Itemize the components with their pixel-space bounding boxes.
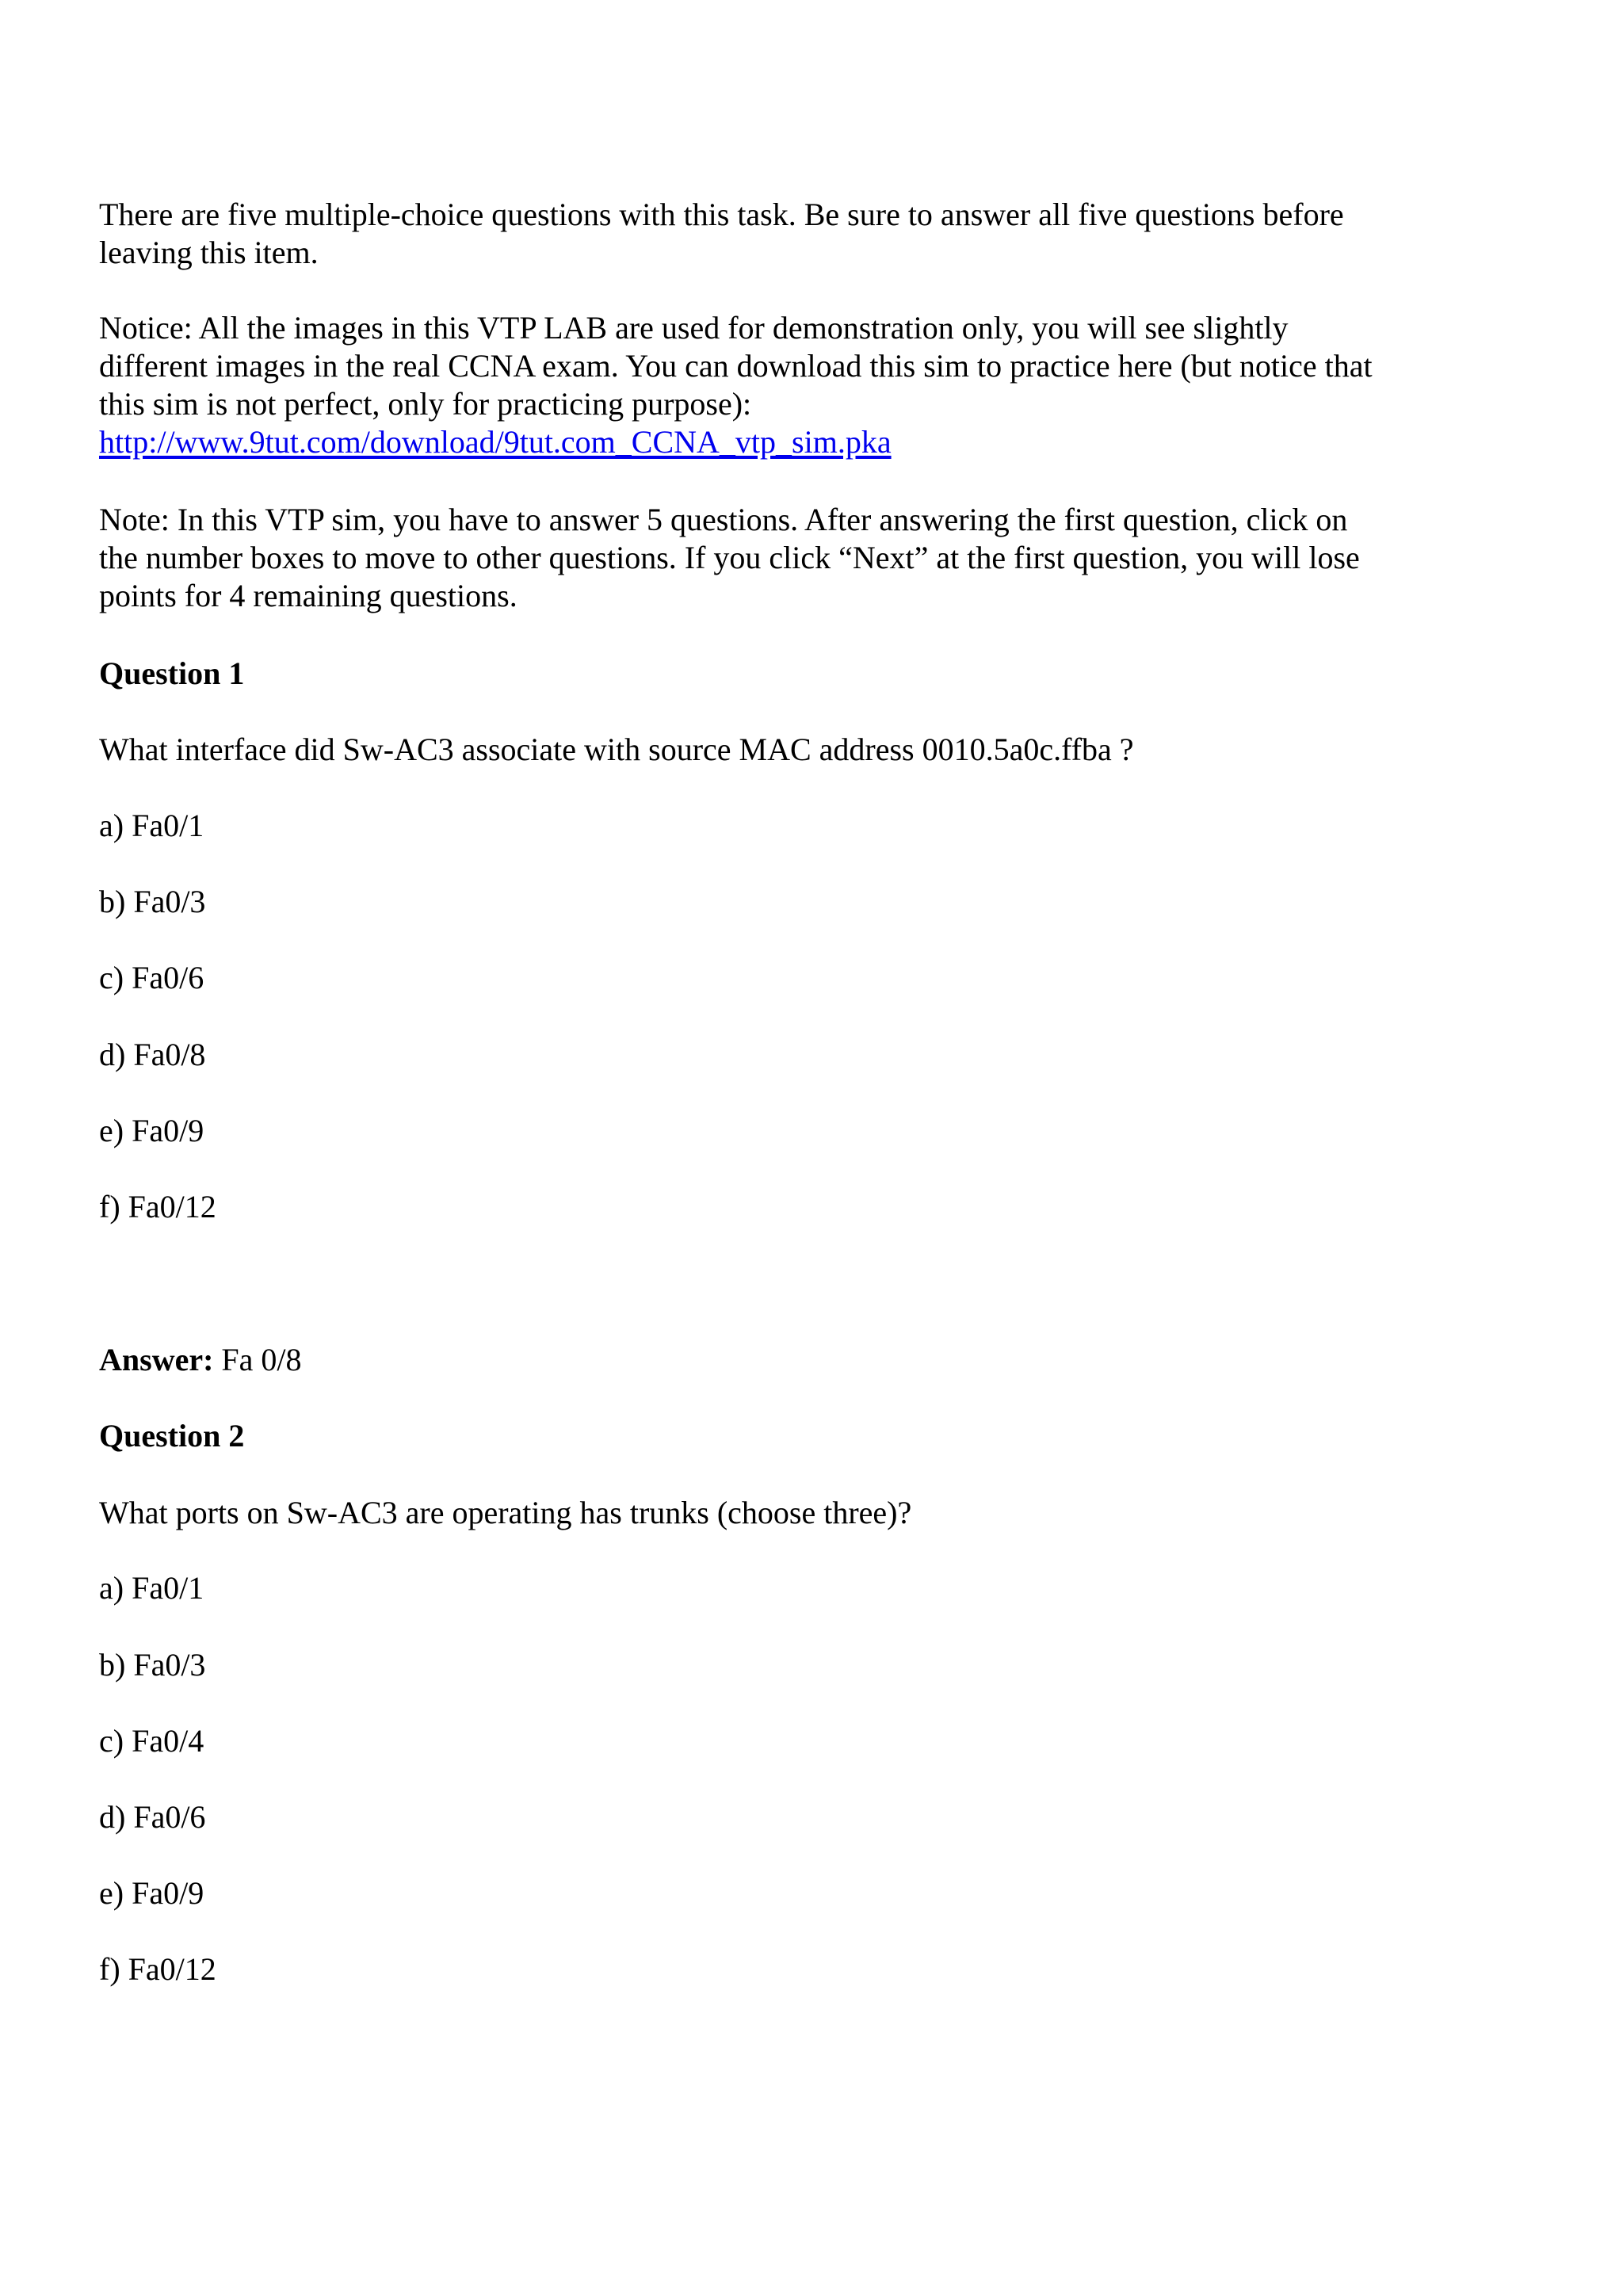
intro-line: leaving this item. [99, 235, 319, 270]
answer-value: Fa 0/8 [221, 1342, 302, 1377]
question-2-heading: Question 2 [99, 1418, 245, 1454]
question-1-heading: Question 1 [99, 655, 245, 691]
question-2-option: d) Fa0/6 [99, 1799, 206, 1835]
notice-line: Notice: All the images in this VTP LAB are used for demonstration only, you will see slightly [99, 310, 1289, 346]
question-1-answer [99, 1341, 1446, 1379]
intro-line: There are five multiple-choice questions with this task. Be sure to answer all five questions before [99, 197, 1344, 232]
notice-paragraph [99, 309, 1446, 461]
question-2-option: e) Fa0/9 [99, 1875, 204, 1911]
notice-line: different images in the real CCNA exam. You can download this sim to practice here (but notice that [99, 348, 1373, 384]
question-1-text: What interface did Sw-AC3 associate with source MAC address 0010.5a0c.ffba ? [99, 732, 1134, 767]
question-2-text: What ports on Sw-AC3 are operating has trunks (choose three)? [99, 1495, 912, 1530]
question-2-option: c) Fa0/4 [99, 1723, 204, 1759]
question-2-option: b) Fa0/3 [99, 1647, 206, 1683]
question-2-option: a) Fa0/1 [99, 1570, 204, 1606]
note-line: the number boxes to move to other questions. If you click “Next” at the first question, you will lose [99, 540, 1360, 575]
download-link[interactable]: http://www.9tut.com/download/9tut.com_CCNA_vtp_sim.pka [99, 424, 892, 460]
note-line: Note: In this VTP sim, you have to answer 5 questions. After answering the first question, click on [99, 502, 1348, 537]
note-paragraph [99, 501, 1446, 615]
notice-line: this sim is not perfect, only for practicing purpose): [99, 386, 752, 422]
question-1-option: b) Fa0/3 [99, 884, 206, 919]
question-1-option: e) Fa0/9 [99, 1113, 204, 1148]
answer-label: Answer: [99, 1342, 214, 1377]
question-1-option: f) Fa0/12 [99, 1189, 216, 1224]
question-1-option: c) Fa0/6 [99, 960, 204, 995]
question-2-option: f) Fa0/12 [99, 1951, 216, 1987]
question-1-option: d) Fa0/8 [99, 1037, 206, 1072]
note-line: points for 4 remaining questions. [99, 578, 517, 613]
question-1-option: a) Fa0/1 [99, 808, 204, 843]
intro-paragraph [99, 196, 1446, 272]
